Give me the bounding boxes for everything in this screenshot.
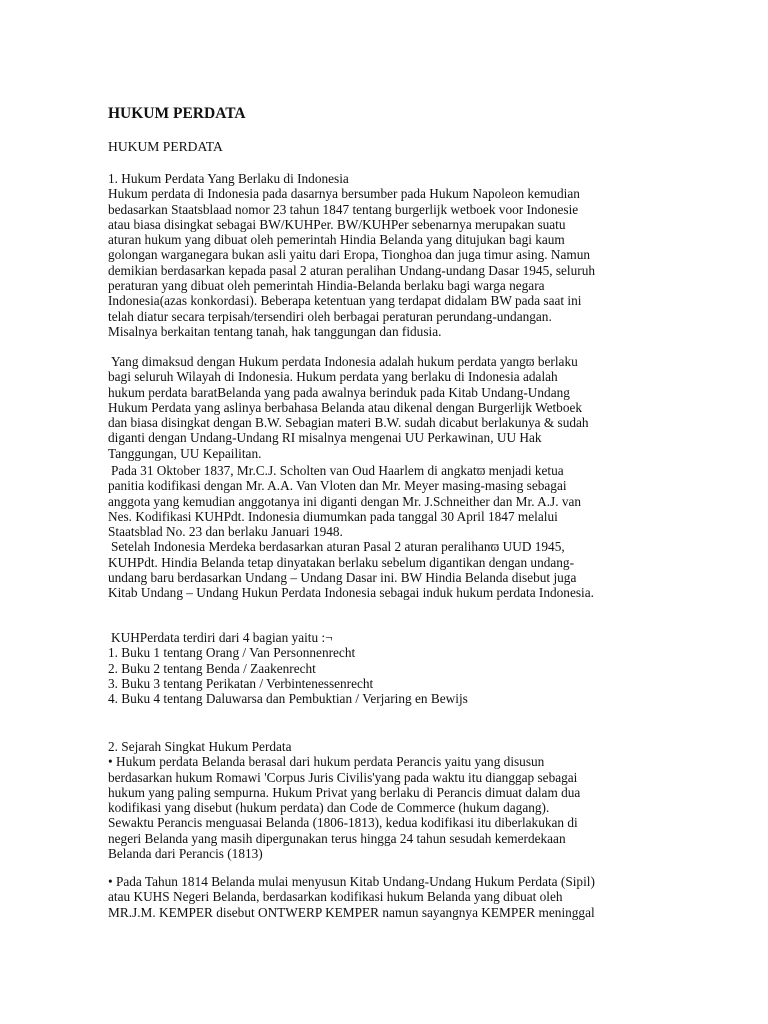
document-title: HUKUM PERDATA	[108, 105, 246, 122]
text-line: hukum yang paling sempurna. Hukum Privat yang berlaku di Perancis dimuat dalam dua	[108, 784, 581, 800]
text-line: Belanda dari Perancis (1813)	[108, 846, 263, 862]
text-line: undang baru berdasarkan Undang – Undang Dasar ini. BW Hindia Belanda disebut juga	[108, 570, 577, 586]
text-line: Pada 31 Oktober 1837, Mr.C.J. Scholten van Oud Haarlem di angkatϖ menjadi ketua	[111, 463, 564, 478]
paragraph-sejarah-singkat	[108, 739, 668, 861]
text-line: negeri Belanda yang masih dipergunakan terus hingga 24 tahun sesudah kemerdekaan	[108, 830, 566, 846]
paragraph-hukum-perdata-indonesia	[108, 171, 668, 339]
text-line: bedasarkan Staatsblaad nomor 23 tahun 1847 tentang burgerlijk wetboek voor Indonesie	[108, 201, 579, 217]
text-line: • Pada Tahun 1814 Belanda mulai menyusun Kitab Undang-Undang Hukum Perdata (Sipil)	[108, 874, 595, 889]
text-line: 1. Hukum Perdata Yang Berlaku di Indonesia	[108, 171, 349, 186]
text-line: Sewaktu Perancis menguasai Belanda (1806-1813), kedua kodifikasi itu diberlakukan di	[108, 815, 578, 831]
text-line: Misalnya berkaitan tentang tanah, hak tanggungan dan fidusia.	[108, 323, 442, 339]
paragraph-kuhperdata-parts	[108, 630, 668, 706]
text-line: 2. Sejarah Singkat Hukum Perdata	[108, 739, 292, 754]
text-line: Yang dimaksud dengan Hukum perdata Indonesia adalah hukum perdata yangϖ berlaku	[111, 354, 578, 369]
text-line: 1. Buku 1 tentang Orang / Van Personnenrecht	[108, 645, 356, 661]
text-line: hukum perdata baratBelanda yang pada awalnya berinduk pada Kitab Undang-Undang	[108, 384, 570, 400]
text-line: diganti dengan Undang-Undang RI misalnya mengenai UU Perkawinan, UU Hak	[108, 430, 542, 446]
text-line: atau KUHS Negeri Belanda, berdasarkan kodifikasi hukum Belanda yang dibuat oleh	[108, 889, 563, 905]
text-line: KUHPdt. Hindia Belanda tetap dinyatakan berlaku sebelum digantikan dengan undang-	[108, 554, 575, 570]
text-line: Indonesia(azas konkordasi). Beberapa ketentuan yang terdapat didalam BW pada saat ini	[108, 293, 582, 309]
text-line: demikian berdasarkan kepada pasal 2 aturan peralihan Undang-undang Dasar 1945, seluruh	[108, 262, 596, 278]
text-line: telah diatur secara terpisah/tersendiri oleh berbagai peraturan perundang-undangan.	[108, 308, 552, 324]
text-line: bagi seluruh Wilayah di Indonesia. Hukum perdata yang berlaku di Indonesia adalah	[108, 369, 558, 385]
text-line: Setelah Indonesia Merdeka berdasarkan aturan Pasal 2 aturan peralihanϖ UUD 1945,	[111, 539, 565, 555]
text-line: Nes. Kodifikasi KUHPdt. Indonesia diumumkan pada tanggal 30 April 1847 melalui	[108, 508, 558, 524]
text-line: peraturan yang dibuat oleh pemerintah Hindia-Belanda berlaku bagi warga negara	[108, 278, 545, 294]
text-line: 4. Buku 4 tentang Daluwarsa dan Pembuktian / Verjaring en Bewijs	[108, 691, 468, 707]
text-line: aturan hukum yang dibuat oleh pemerintah Hindia Belanda yang ditujukan bagi kaum	[108, 232, 565, 248]
text-line: dan biasa disingkat dengan B.W. Sebagian materi B.W. sudah dicabut berlakunya & sudah	[108, 415, 589, 431]
text-line: MR.J.M. KEMPER disebut ONTWERP KEMPER namun sayangnya KEMPER meninggal	[108, 904, 595, 920]
text-line: anggota yang kemudian anggotanya ini diganti dengan Mr. J.Schneither dan Mr. A.J. van	[108, 493, 582, 509]
text-line: golongan warganegara bukan asli yaitu dari Eropa, Tionghoa dan juga timur asing. Namun	[108, 247, 591, 263]
text-line: Hukum Perdata yang aslinya berbahasa Belanda atau dikenal dengan Burgerlijk Wetboek	[108, 399, 583, 415]
paragraph-history-codification	[108, 463, 668, 601]
paragraph-tahun-1814	[108, 874, 668, 920]
paragraph-definition	[108, 354, 668, 461]
text-line: • Hukum perdata Belanda berasal dari hukum perdata Perancis yaitu yang disusun	[108, 754, 545, 770]
text-line: atau biasa disingkat sebagai BW/KUHPer. BW/KUHPer sebenarnya merupakan suatu	[108, 216, 566, 232]
text-line: Hukum perdata di Indonesia pada dasarnya bersumber pada Hukum Napoleon kemudian	[108, 186, 580, 202]
text-line: berdasarkan hukum Romawi 'Corpus Juris Civilis'yang pada waktu itu dianggap sebagai	[108, 769, 578, 785]
text-line: 3. Buku 3 tentang Perikatan / Verbintenessenrecht	[108, 675, 374, 691]
text-line: Tanggungan, UU Kepailitan.	[108, 445, 262, 461]
text-line: 2. Buku 2 tentang Benda / Zaakenrecht	[108, 660, 316, 676]
text-line: Staatsblad No. 23 dan berlaku Januari 1948.	[108, 524, 343, 540]
text-line: KUHPerdata terdiri dari 4 bagian yaitu :¬	[111, 630, 333, 645]
text-line: panitia kodifikasi dengan Mr. A.A. Van Vloten dan Mr. Meyer masing-masing sebagai	[108, 478, 567, 494]
text-line: Kitab Undang – Undang Hukun Perdata Indonesia sebagai induk hukum perdata Indonesia.	[108, 585, 594, 601]
document-subtitle: HUKUM PERDATA	[108, 139, 223, 154]
text-line: kodifikasi yang disebut (hukum perdata) dan Code de Commerce (hukum dagang).	[108, 800, 550, 816]
